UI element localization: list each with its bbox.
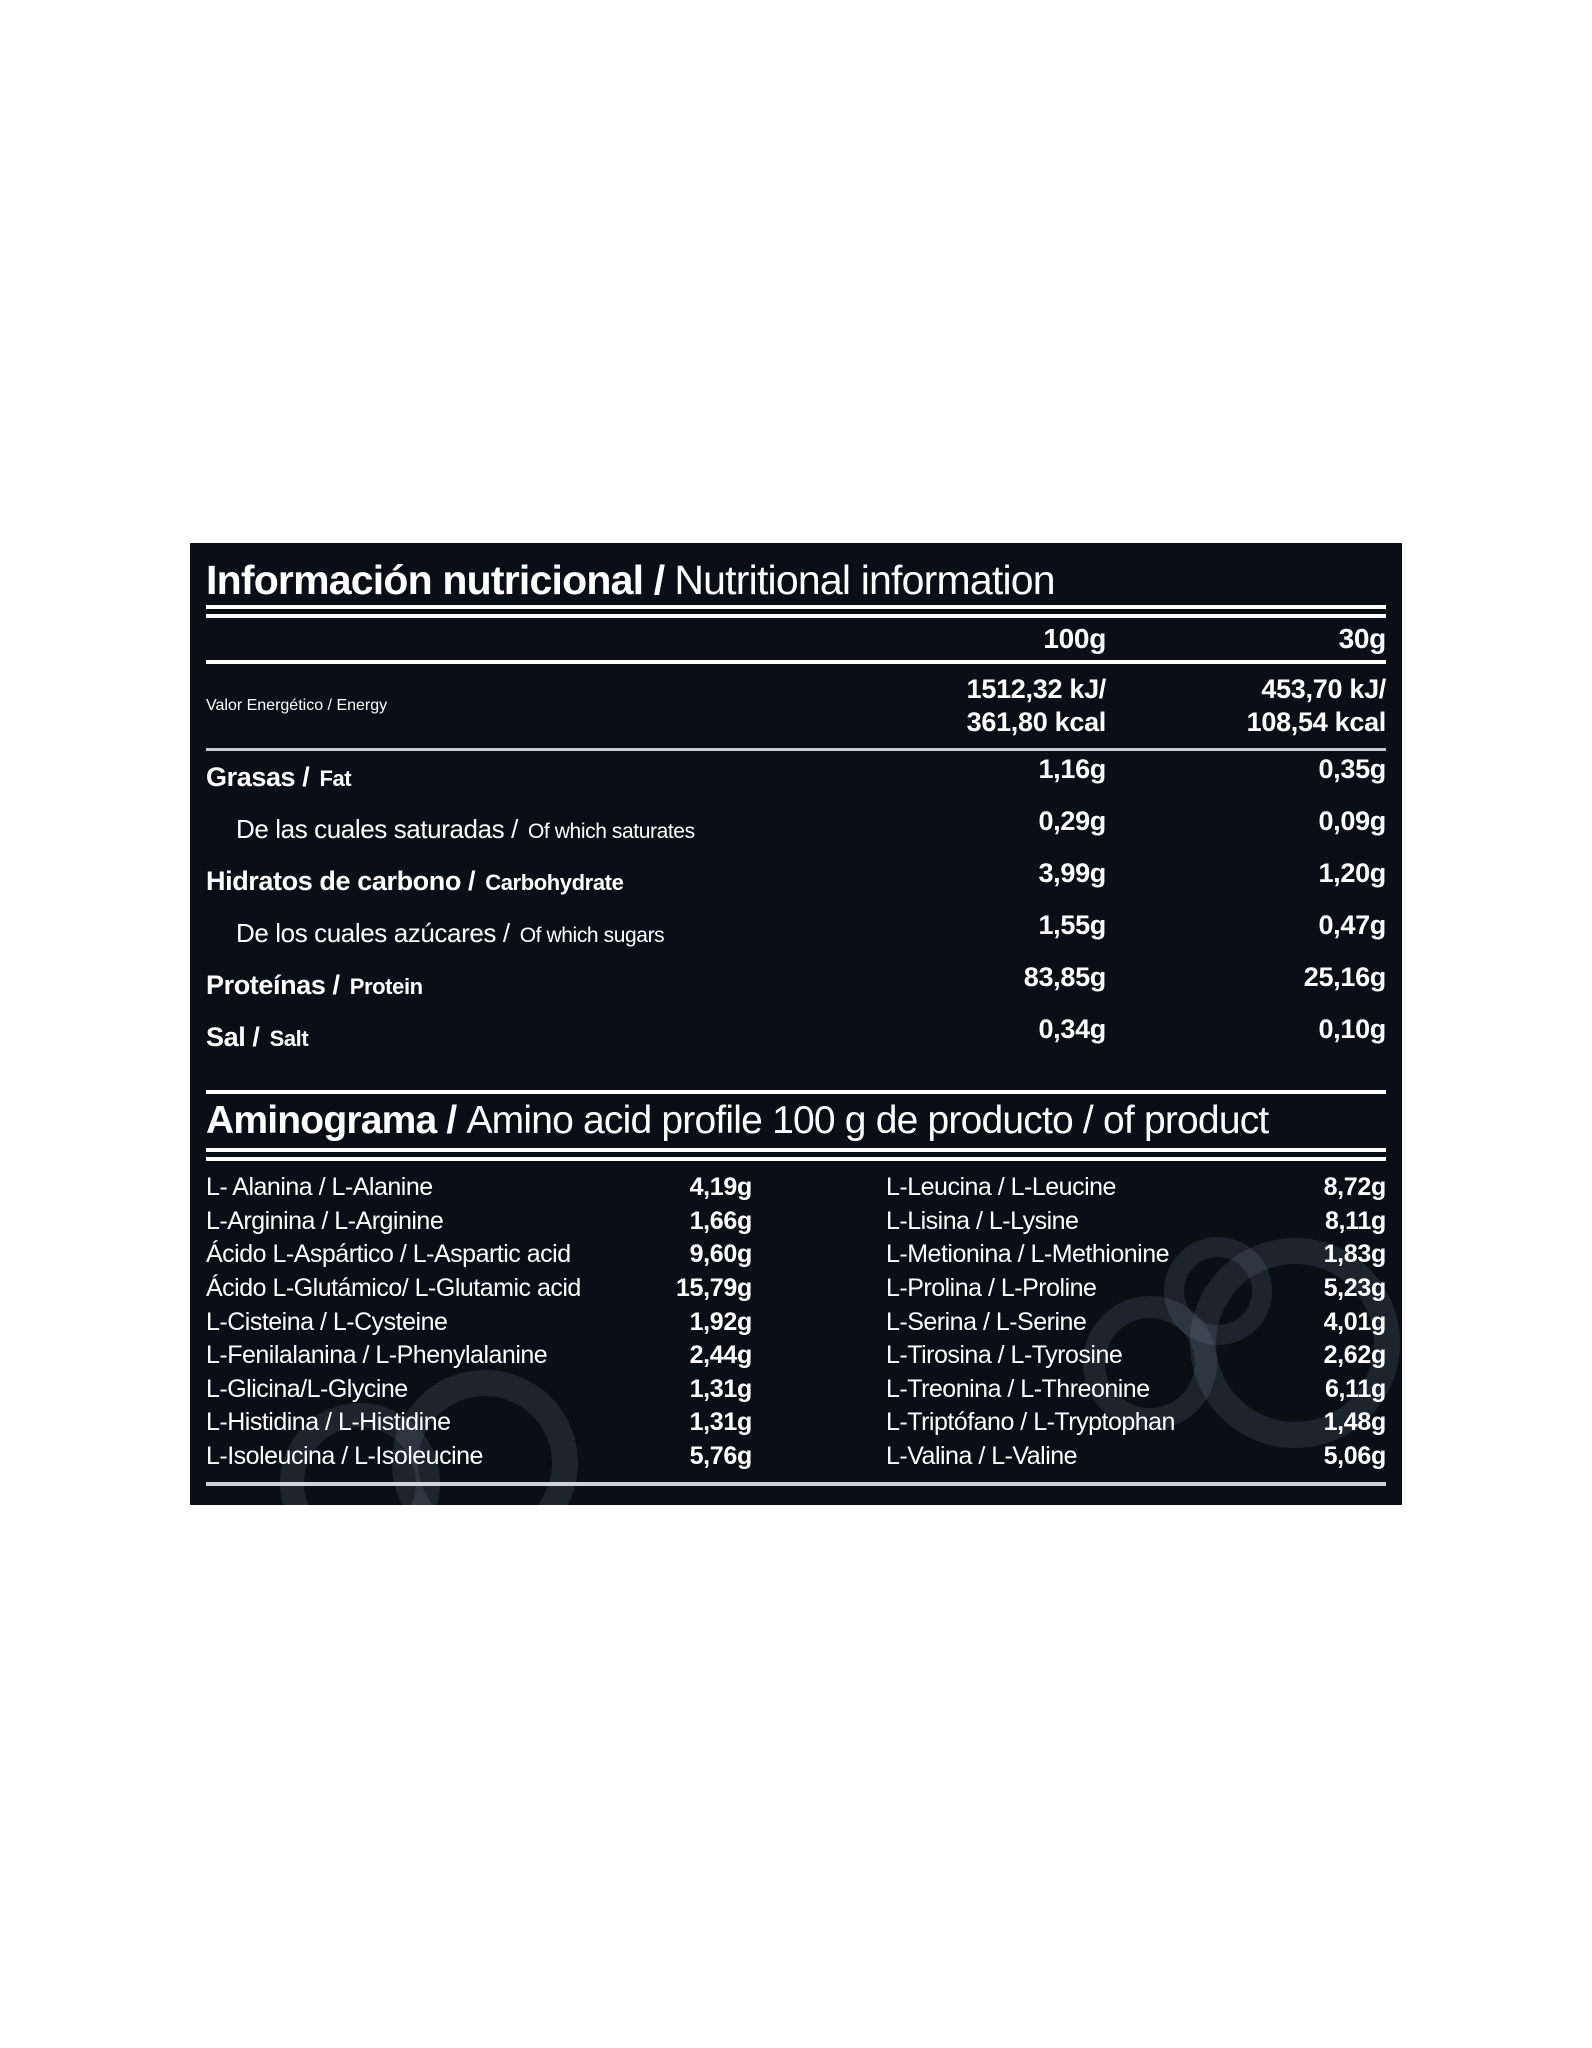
amino-column-right — [886, 1171, 1386, 1473]
amino-name: Ácido L-Aspártico / L-Aspartic acid — [206, 1240, 571, 1269]
row-label-en: Of which saturates — [527, 819, 695, 843]
value-30g — [1106, 673, 1386, 739]
row-label-en: Of which sugars — [519, 923, 665, 947]
amino-row-glycine — [206, 1373, 752, 1407]
amino-name: L-Valina / L-Valine — [886, 1442, 1078, 1471]
amino-value: 2,62g — [1323, 1341, 1386, 1370]
amino-row-serine — [886, 1305, 1386, 1339]
column-header-100g: 100g — [1043, 623, 1106, 654]
value-30g: 0,10g — [1318, 1013, 1386, 1044]
amino-value: 1,92g — [689, 1307, 752, 1336]
row-label-es: De los cuales azúcares / — [236, 917, 510, 948]
amino-name: L-Triptófano / L-Tryptophan — [886, 1408, 1175, 1437]
amino-row-arginine — [206, 1205, 752, 1239]
amino-name: L-Tirosina / L-Tyrosine — [886, 1341, 1123, 1370]
value-30g: 0,47g — [1318, 909, 1386, 940]
amino-value: 5,76g — [689, 1442, 752, 1471]
amino-value: 2,44g — [689, 1341, 752, 1370]
value-30g: 25,16g — [1303, 961, 1386, 992]
table-row-saturates — [206, 803, 1386, 855]
amino-value: 1,48g — [1323, 1408, 1386, 1437]
row-label — [206, 918, 936, 949]
value-kj: 1512,32 kJ/ — [966, 674, 1106, 704]
value-30g: 0,35g — [1318, 753, 1386, 784]
divider-double-top — [206, 605, 1386, 618]
amino-value: 9,60g — [689, 1240, 752, 1269]
row-label-en: Fat — [319, 765, 352, 791]
row-label-en: Carbohydrate — [485, 869, 624, 895]
row-label-es: Valor Energético / — [206, 697, 332, 714]
value-100g: 1,55g — [1038, 909, 1106, 940]
amino-value: 1,31g — [689, 1374, 752, 1403]
column-header-row — [206, 618, 1386, 660]
row-label-en: Salt — [269, 1025, 309, 1051]
value-100g — [936, 673, 1106, 739]
title-english: Amino acid profile 100 g de producto / of product — [466, 1099, 1269, 1142]
amino-column-left — [206, 1171, 752, 1473]
amino-row-lysine — [886, 1205, 1386, 1239]
title-spanish: Información nutricional / — [206, 556, 665, 603]
value-30g: 0,09g — [1318, 805, 1386, 836]
value-100g: 3,99g — [1038, 857, 1106, 888]
title-spanish: Aminograma / — [206, 1099, 457, 1142]
amino-value: 5,06g — [1323, 1442, 1386, 1471]
row-label — [206, 1022, 936, 1053]
section-title-aminogram — [206, 1094, 1386, 1148]
amino-name: L-Serina / L-Serine — [886, 1307, 1087, 1336]
amino-row-methionine — [886, 1238, 1386, 1272]
row-label-es: Grasas / — [206, 761, 310, 792]
row-label-es: Sal / — [206, 1021, 260, 1052]
amino-name: L-Glicina/L-Glycine — [206, 1374, 408, 1403]
spacer — [206, 1063, 1386, 1090]
table-row-protein — [206, 959, 1386, 1011]
amino-value: 1,31g — [689, 1408, 752, 1437]
value-kcal: 108,54 kcal — [1246, 707, 1386, 737]
amino-acid-table — [206, 1171, 1386, 1473]
table-row-fat — [206, 751, 1386, 803]
row-label-en: Protein — [349, 973, 423, 999]
row-label-en: Energy — [336, 697, 388, 714]
amino-value: 1,83g — [1323, 1240, 1386, 1269]
amino-row-glutamic-acid — [206, 1272, 752, 1306]
table-row-salt — [206, 1011, 1386, 1063]
value-100g: 0,29g — [1038, 805, 1106, 836]
amino-value: 8,72g — [1323, 1173, 1386, 1202]
value-100g: 1,16g — [1038, 753, 1106, 784]
amino-row-histidine — [206, 1406, 752, 1440]
table-row-sugars — [206, 907, 1386, 959]
value-30g: 1,20g — [1318, 857, 1386, 888]
amino-value: 1,66g — [689, 1206, 752, 1235]
amino-row-cysteine — [206, 1305, 752, 1339]
row-label — [206, 866, 936, 897]
amino-row-phenylalanine — [206, 1339, 752, 1373]
table-row-carbohydrate — [206, 855, 1386, 907]
amino-name: L-Cisteina / L-Cysteine — [206, 1307, 448, 1336]
row-label — [206, 814, 936, 845]
amino-value: 5,23g — [1323, 1274, 1386, 1303]
amino-row-valine — [886, 1440, 1386, 1474]
amino-name: L-Leucina / L-Leucine — [886, 1173, 1116, 1202]
amino-row-tyrosine — [886, 1339, 1386, 1373]
amino-row-alanine — [206, 1171, 752, 1205]
row-label — [206, 762, 936, 793]
column-header-30g: 30g — [1338, 623, 1386, 654]
nutrition-label-panel — [190, 543, 1402, 1505]
row-label-es: Proteínas / — [206, 969, 340, 1000]
value-kcal: 361,80 kcal — [966, 707, 1106, 737]
amino-row-tryptophan — [886, 1406, 1386, 1440]
amino-row-leucine — [886, 1171, 1386, 1205]
amino-name: L- Alanina / L-Alanine — [206, 1173, 433, 1202]
amino-row-isoleucine — [206, 1440, 752, 1474]
amino-value: 4,01g — [1323, 1307, 1386, 1336]
amino-value: 6,11g — [1324, 1374, 1386, 1403]
row-label-es: De las cuales saturadas / — [236, 813, 518, 844]
title-english: Nutritional information — [674, 556, 1055, 603]
amino-row-aspartic-acid — [206, 1238, 752, 1272]
amino-value: 8,11g — [1324, 1206, 1386, 1235]
amino-name: L-Histidina / L-Histidine — [206, 1408, 451, 1437]
row-label — [206, 970, 936, 1001]
amino-name: L-Lisina / L-Lysine — [886, 1206, 1079, 1235]
amino-value: 15,79g — [675, 1274, 752, 1303]
section-title-nutritional-information — [206, 555, 1386, 605]
amino-name: L-Isoleucina / L-Isoleucine — [206, 1442, 483, 1471]
value-kj: 453,70 kJ/ — [1261, 674, 1386, 704]
table-row-energy — [206, 664, 1386, 748]
amino-row-proline — [886, 1272, 1386, 1306]
divider-double-aminogram — [206, 1148, 1386, 1161]
amino-name: Ácido L-Glutámico/ L-Glutamic acid — [206, 1274, 581, 1303]
amino-name: L-Metionina / L-Methionine — [886, 1240, 1169, 1269]
amino-row-threonine — [886, 1373, 1386, 1407]
amino-name: L-Treonina / L-Threonine — [886, 1374, 1150, 1403]
amino-name: L-Arginina / L-Arginine — [206, 1206, 444, 1235]
amino-name: L-Fenilalanina / L-Phenylalanine — [206, 1341, 548, 1370]
row-label-es: Hidratos de carbono / — [206, 865, 476, 896]
amino-name: L-Prolina / L-Proline — [886, 1274, 1097, 1303]
value-100g: 83,85g — [1023, 961, 1106, 992]
amino-value: 4,19g — [689, 1173, 752, 1202]
value-100g: 0,34g — [1038, 1013, 1106, 1044]
row-label — [206, 697, 936, 715]
divider-bottom — [206, 1482, 1386, 1486]
